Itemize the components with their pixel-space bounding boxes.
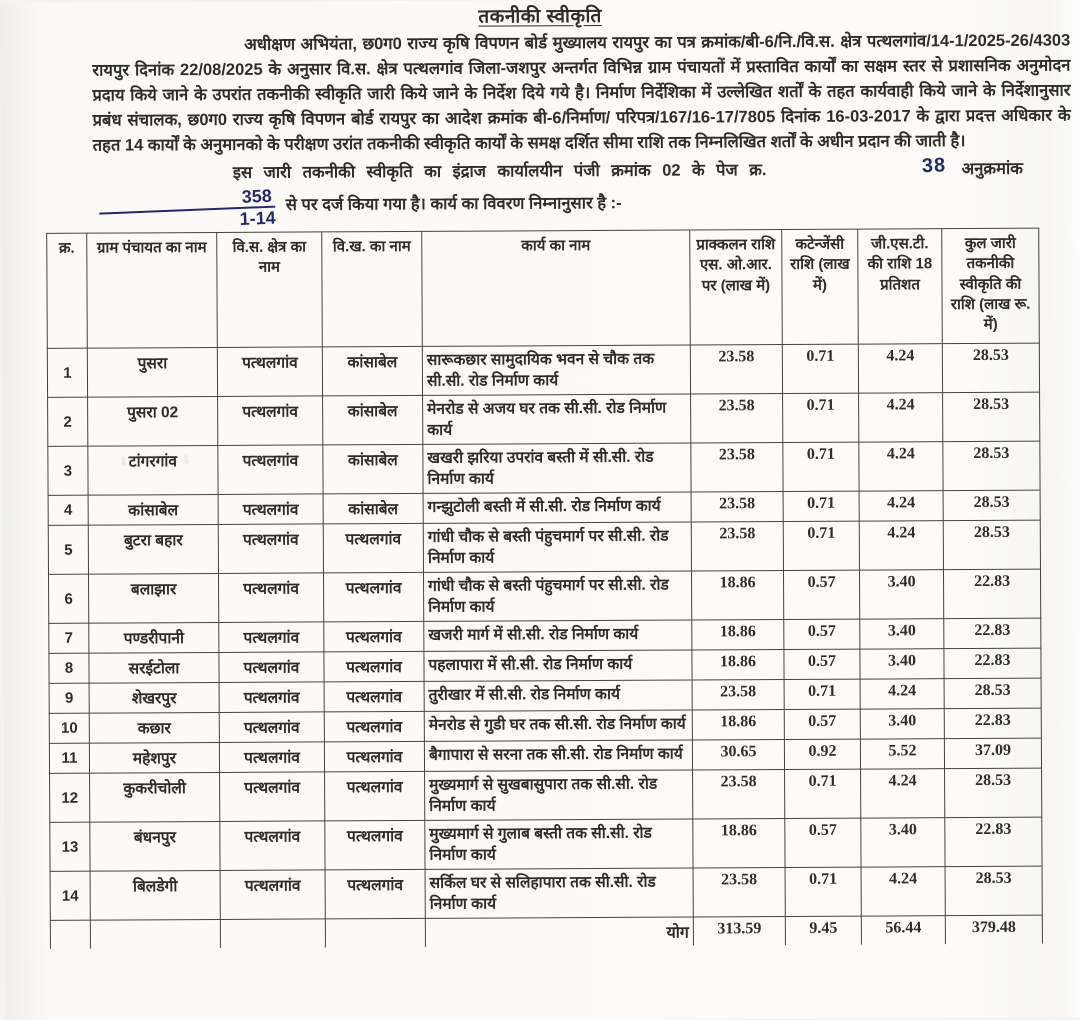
works-table-header: [47, 228, 1040, 348]
total-row: [50, 915, 1042, 949]
cell-estimate: 23.58: [691, 522, 783, 571]
cell-work-name: पहलापारा में सी.सी. रोड निर्माण कार्य: [424, 650, 692, 681]
cell-constituency: पत्थलगांव: [220, 870, 325, 920]
cell-sno: 6: [48, 574, 88, 623]
cell-constituency: पत्थलगांव: [218, 573, 323, 623]
cell-constituency: पत्थलगांव: [219, 742, 324, 773]
cell-work-name: मेनरोड से गुडी घर तक सी.सी. रोड निर्माण कार्य: [424, 710, 692, 741]
works-table-body: [47, 343, 1042, 949]
cell-sno: 8: [49, 653, 89, 683]
cell-constituency: पत्थलगांव: [219, 712, 324, 743]
cell-work-name: गांधी चौक से बस्ती पंहुचमार्ग पर सी.सी. रोड निर्माण कार्य: [423, 571, 691, 621]
cell-estimate: 23.58: [691, 443, 783, 492]
cell-gst: 4.24: [859, 393, 943, 442]
cell-sno: 2: [48, 397, 88, 446]
table-row: [48, 569, 1040, 623]
cell-contingency: 0.57: [785, 818, 861, 867]
cell-contingency: 0.71: [783, 491, 859, 521]
cell-panchayat: टांगरगांव: [88, 445, 218, 495]
cell-estimate: 23.58: [691, 492, 783, 522]
cell-gst: 4.24: [859, 491, 943, 521]
cell-total: 22.83: [943, 569, 1040, 619]
cell-contingency: 0.92: [784, 739, 860, 769]
cell-panchayat: महेशपुर: [89, 742, 219, 773]
cell-block: पत्थलगांव: [325, 869, 425, 919]
cell-panchayat: बुटरा बहार: [88, 524, 218, 574]
cell-work-name: गन्झुटोली बस्ती में सी.सी. रोड निर्माण कार्य: [423, 492, 691, 523]
cell-constituency: पत्थलगांव: [220, 821, 325, 871]
cell-estimate: 23.58: [693, 770, 785, 819]
cell-panchayat: बिलडेगी: [90, 870, 220, 920]
cell-total: 22.83: [944, 708, 1041, 739]
cell-block: पत्थलगांव: [325, 820, 425, 870]
header-work-name: कार्य का नाम: [422, 230, 691, 346]
cell-sno: 10: [49, 713, 89, 743]
cell-block: पत्थलगांव: [324, 741, 424, 772]
cell-block: पत्थलगांव: [324, 651, 424, 682]
header-sno: क्र.: [47, 233, 88, 348]
cell-constituency: पत्थलगांव: [218, 494, 323, 525]
cell-total: 37.09: [944, 738, 1041, 769]
cell-total: 22.83: [944, 648, 1041, 679]
scan-smudge: [120, 453, 210, 469]
cell-gst: 3.40: [859, 570, 943, 619]
cell-work-name: सर्किल घर से सलिहापारा तक सी.सी. रोड निर्माण कार्य: [425, 868, 693, 918]
table-row: [48, 520, 1040, 574]
cell-estimate: 18.86: [693, 819, 785, 868]
cell-contingency: 0.57: [784, 619, 860, 649]
handwritten-serial-fraction: [95, 186, 281, 233]
cell-panchayat: पुसरा: [87, 347, 217, 397]
header-estimate: प्राक्कलन राशि एस. ओ.आर. पर (लाख में): [690, 230, 783, 345]
cell-block: पत्थलगांव: [324, 711, 424, 742]
cell-estimate: 23.58: [691, 394, 783, 443]
cell-total: 22.83: [945, 817, 1042, 867]
cell-constituency: पत्थलगांव: [218, 524, 323, 574]
serial-denominator: 1-14: [239, 207, 277, 230]
cell-total: 28.53: [945, 768, 1042, 818]
total-estimate: 313.59: [693, 917, 785, 946]
cell-total: 28.53: [943, 392, 1040, 442]
cell-gst: 3.40: [860, 619, 944, 649]
cell-sno: 7: [49, 623, 89, 653]
cell-work-name: गांधी चौक से बस्ती पंहुचमार्ग पर सी.सी. रोड निर्माण कार्य: [423, 522, 691, 572]
cell-total: 28.53: [942, 343, 1039, 393]
cell-block: पत्थलगांव: [324, 681, 424, 712]
cell-constituency: पत्थलगांव: [219, 652, 324, 683]
total-empty-constituency: [220, 919, 325, 948]
total-empty-sno: [50, 920, 90, 949]
cell-constituency: पत्थलगांव: [220, 772, 325, 822]
cell-estimate: 23.58: [692, 680, 784, 710]
header-block: वि.ख. का नाम: [322, 231, 423, 347]
table-row: [47, 343, 1039, 397]
cell-block: पत्थलगांव: [323, 572, 423, 622]
cell-work-name: मुख्यमार्ग से गुलाब बस्ती तक सी.सी. रोड निर्माण कार्य: [425, 819, 693, 869]
cell-block: कांसाबेल: [323, 493, 423, 524]
cell-block: पत्थलगांव: [323, 523, 423, 573]
cell-gst: 4.24: [860, 679, 944, 709]
cell-contingency: 0.71: [785, 867, 861, 916]
cell-sno: 1: [47, 348, 87, 397]
cell-total: 22.83: [944, 618, 1041, 649]
cell-total: 28.53: [943, 520, 1040, 570]
cell-contingency: 0.71: [782, 344, 858, 393]
cell-panchayat: पुसरा 02: [88, 396, 218, 446]
header-panchayat: ग्राम पंचायत का नाम: [87, 232, 218, 348]
cell-block: पत्थलगांव: [325, 771, 425, 821]
cell-sno: 14: [50, 871, 90, 920]
entry-text-between: अनुक्रमांक: [961, 159, 1023, 179]
total-gst: 56.44: [861, 916, 945, 945]
header-gst: जी.एस.टी. की राशि 18 प्रतिशत: [858, 229, 943, 344]
entry-text-after-serial: से पर: [285, 195, 318, 214]
cell-estimate: 18.86: [691, 571, 783, 620]
cell-gst: 3.40: [860, 709, 944, 739]
entry-text-line2: दर्ज किया गया है। कार्य का विवरण निम्नानुसार है :-: [322, 194, 622, 214]
header-constituency: वि.स. क्षेत्र का नाम: [217, 232, 323, 348]
total-label: योग: [425, 917, 693, 947]
total-empty-panchayat: [90, 919, 220, 948]
cell-contingency: 0.71: [783, 393, 859, 442]
cell-panchayat: पण्डरीपानी: [89, 622, 219, 653]
cell-contingency: 0.71: [784, 679, 860, 709]
cell-contingency: 0.71: [783, 442, 859, 491]
cell-sno: 11: [49, 743, 89, 773]
cell-work-name: सारूकछार सामुदायिक भवन से चौक तक सी.सी. रोड निर्माण कार्य: [422, 345, 690, 395]
cell-sno: 12: [50, 773, 90, 822]
cell-total: 28.53: [944, 678, 1041, 709]
cell-panchayat: शेखरपुर: [89, 682, 219, 713]
header-total: कुल जारी तकनीकी स्वीकृति की राशि (लाख रू. में): [942, 228, 1040, 344]
cell-constituency: पत्थलगांव: [217, 347, 322, 397]
cell-panchayat: कुकरीचोली: [90, 772, 220, 822]
cell-work-name: तुरीखार में सी.सी. रोड निर्माण कार्य: [424, 680, 692, 711]
cell-contingency: 0.57: [784, 709, 860, 739]
intro-paragraph: अधीक्षण अभियंता, छ0ग0 राज्य कृषि विपणन बोर्ड मुख्यालय रायपुर का पत्र क्रमांक/बी-6/नि./वि.स. क्षेत्र पत्थलगांव/14-1/2025-26/4303 रायपुर दिनांक 22/08/2025 के अनुसार वि.स. क्षेत्र पत्थलगांव जिला-जशपुर अन्तर्गत विभिन्न ग्राम पंचायतों में प्रस्तावित कार्यों का सक्षम स्तर से प्रशासनिक अनुमोदन प्रदाय किये जाने के उपरांत तकनीकी स्वीकृति जारी किये जाने के निर्देश दिये गये है। निर्माण निर्देशिका में उल्लेखित शर्तों के तहत कार्यवाही किये जाने के निर्देशानुसार प्रबंध संचालक, छ0ग0 राज्य कृषि विपणन बोर्ड रायपुर का आदेश क्रमांक बी-6/निर्माण/ परिपत्र/167/16-17/7805 दिनांक 16-03-2017 के द्वारा प्रदत्त अधिकार के तहत 14 कार्यों के अनुमानको के परीक्षण उरांत तकनीकी स्वीकृति कार्यों के समक्ष दर्शित सीमा राशि तक निम्नलिखित शर्तों के अधीन प्रदान की जाती है।: [92, 31, 1071, 155]
cell-block: पत्थलगांव: [324, 621, 424, 652]
total-amount: 379.48: [945, 915, 1042, 944]
cell-contingency: 0.71: [783, 521, 859, 570]
entry-text-before-page: इस जारी तकनीकी स्वीकृति का इंद्राज कार्यालयीन पंजी क्रमांक 02 के पेज क्र.: [232, 161, 767, 182]
cell-work-name: बैगापारा से सरना तक सी.सी. रोड निर्माण कार्य: [424, 740, 692, 771]
cell-work-name: मेनरोड से अजय घर तक सी.सी. रोड निर्माण कार्य: [423, 394, 691, 444]
table-row: [50, 866, 1042, 920]
header-row: [47, 228, 1040, 348]
total-empty-block: [325, 918, 425, 947]
cell-work-name: मुख्यमार्ग से सुखबासुपारा तक सी.सी. रोड निर्माण कार्य: [425, 770, 693, 820]
table-row: [50, 817, 1042, 871]
cell-gst: 3.40: [860, 649, 944, 679]
cell-constituency: पत्थलगांव: [219, 682, 324, 713]
cell-sno: 9: [49, 683, 89, 713]
cell-estimate: 23.58: [690, 345, 782, 394]
cell-estimate: 18.86: [692, 650, 784, 680]
cell-constituency: पत्थलगांव: [218, 396, 323, 446]
cell-gst: 4.24: [858, 344, 942, 393]
table-row: [48, 441, 1040, 495]
cell-block: कांसाबेल: [322, 346, 422, 396]
cell-sno: 5: [48, 525, 88, 574]
cell-total: 28.53: [943, 490, 1040, 521]
cell-panchayat: सरईटोला: [89, 652, 219, 683]
cell-constituency: पत्थलगांव: [218, 445, 323, 495]
cell-sno: 13: [50, 822, 90, 871]
cell-panchayat: बलाझार: [88, 573, 218, 623]
cell-contingency: 0.57: [784, 649, 860, 679]
cell-panchayat: कांसाबेल: [88, 494, 218, 525]
page-title: तकनीकी स्वीकृति: [478, 5, 602, 28]
cell-gst: 4.24: [861, 769, 945, 818]
cell-gst: 4.24: [861, 867, 945, 916]
cell-sno: 3: [48, 446, 88, 495]
cell-estimate: 18.86: [692, 620, 784, 650]
cell-panchayat: कछार: [89, 712, 219, 743]
registry-entry-paragraph: [93, 154, 1023, 230]
cell-gst: 3.40: [861, 818, 945, 867]
cell-estimate: 30.65: [692, 740, 784, 770]
total-contingency: 9.45: [785, 916, 861, 945]
cell-gst: 5.52: [860, 739, 944, 769]
cell-block: कांसाबेल: [323, 444, 423, 494]
cell-gst: 4.24: [859, 442, 943, 491]
serial-numerator: 358: [99, 187, 276, 215]
table-row: [50, 768, 1042, 822]
cell-total: 28.53: [945, 866, 1042, 916]
cell-estimate: 18.86: [692, 710, 784, 740]
cell-total: 28.53: [943, 441, 1040, 491]
cell-estimate: 23.58: [693, 868, 785, 917]
cell-constituency: पत्थलगांव: [219, 622, 324, 653]
handwritten-page-number: 38: [921, 154, 947, 178]
header-contingency: कटेन्जेंसी राशि (लाख में): [782, 229, 859, 344]
cell-contingency: 0.57: [783, 570, 859, 619]
cell-sno: 4: [48, 495, 88, 525]
table-row: [48, 392, 1040, 446]
works-table: [46, 228, 1043, 949]
cell-work-name: खखरी झरिया उपरांव बस्ती में सी.सी. रोड निर्माण कार्य: [423, 443, 691, 493]
cell-work-name: खजरी मार्ग में सी.सी. रोड निर्माण कार्य: [424, 620, 692, 651]
cell-block: कांसाबेल: [323, 395, 423, 445]
cell-contingency: 0.71: [785, 769, 861, 818]
cell-panchayat: बंधनपुर: [90, 821, 220, 871]
cell-gst: 4.24: [859, 521, 943, 570]
